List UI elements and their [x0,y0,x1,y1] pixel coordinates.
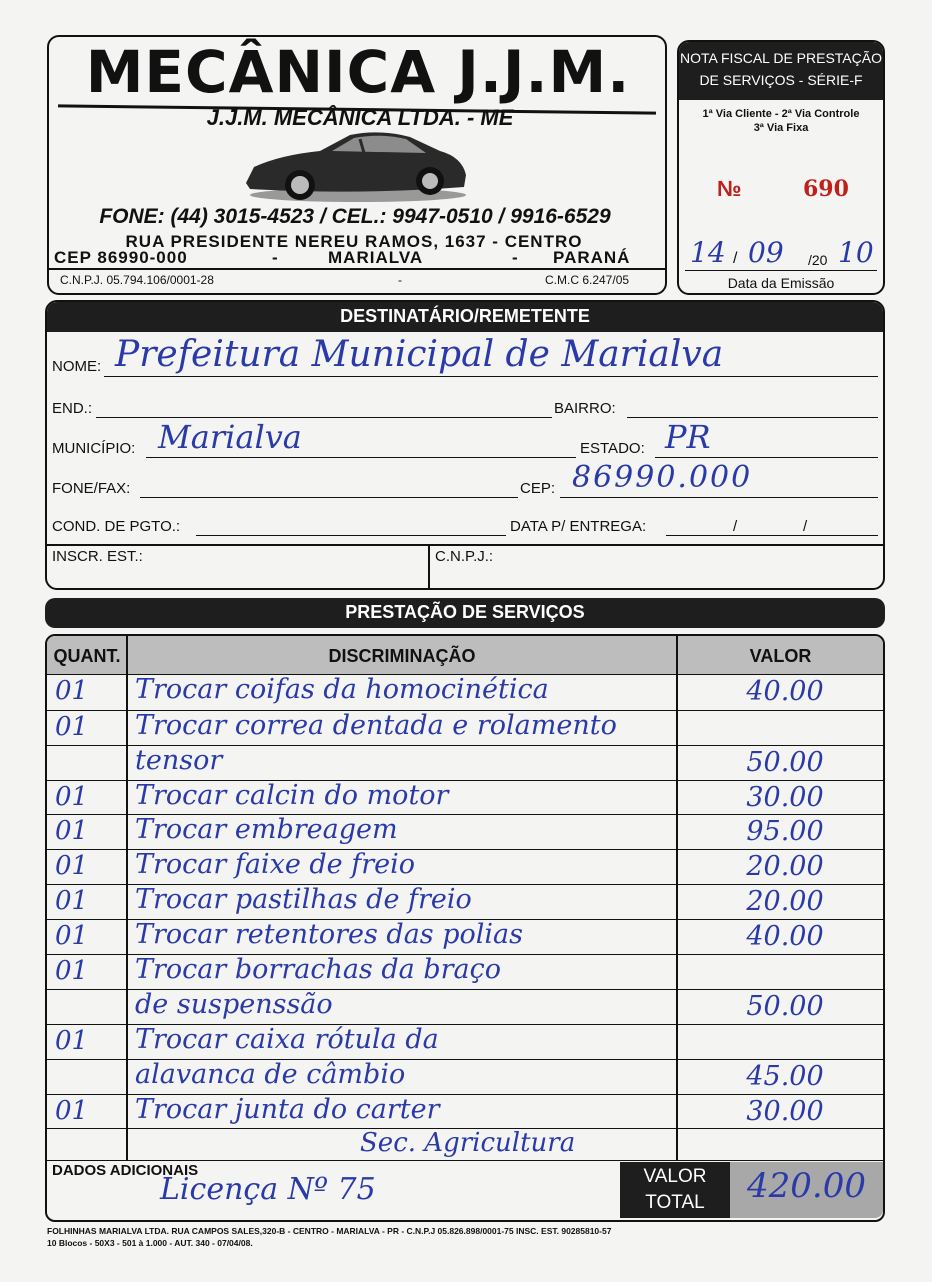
name-label: NOME: [52,358,102,375]
date-label: Data da Emissão [727,275,835,291]
invoice-number: 690 [803,176,849,202]
item-desc: Trocar correa dentada e rolamento [135,710,617,741]
item-desc: Trocar embreagem [135,814,398,845]
city-field[interactable]: Marialva [158,418,302,456]
company-phone: FONE: (44) 3015-4523 / CEL.: 9947-0510 / 9916-6529 [99,205,611,228]
item-qty: 01 [55,851,89,881]
services-note: Sec. Agricultura [360,1128,576,1158]
item-value: 20.00 [746,851,824,882]
cep-label: CEP: [520,480,556,497]
separator: - [512,248,518,267]
invoice-title-line1: NOTA FISCAL DE PRESTAÇÃO [679,50,882,66]
item-desc: Trocar coifas da homocinética [135,674,549,705]
col-divider-value [676,636,678,1160]
total-value: 420.00 [747,1166,866,1206]
company-cnpj: C.N.P.J. 05.794.106/0001-28 [60,273,214,287]
state-reg-label[interactable]: INSCR. EST.: [52,548,143,565]
item-value: 50.00 [746,991,824,1022]
date-sep: / [733,250,738,267]
item-value: 20.00 [746,886,824,917]
date-month: 09 [748,236,784,269]
name-field[interactable]: Prefeitura Municipal de Marialva [115,334,724,375]
item-qty: 01 [55,956,89,986]
col-desc-header: DISCRIMINAÇÃO [328,646,476,666]
company-name: MECÂNICA J.J.M. [85,38,631,106]
delivery-sep: / [733,518,738,535]
additional-label: DADOS ADICIONAIS [52,1162,199,1179]
company-cmc: C.M.C 6.247/05 [545,273,630,287]
company-city: MARIALVA [328,248,424,267]
address-label: END.: [52,400,93,417]
company-cep: CEP 86990-000 [54,248,188,267]
item-desc: tensor [135,745,223,776]
item-qty: 01 [55,1096,89,1126]
date-day: 14 [690,236,726,269]
car-illustration [240,125,470,205]
company-address: RUA PRESIDENTE NEREU RAMOS, 1637 - CENTRO [125,232,583,251]
item-desc: alavanca de câmbio [135,1059,406,1090]
district-label: BAIRRO: [554,400,616,417]
invoice-copies-line1: 1ª Via Cliente - 2ª Via Controle [702,108,860,120]
delivery-line[interactable] [666,535,878,536]
item-value: 95.00 [746,816,824,847]
state-line [655,457,878,458]
invoice-title-line2: DE SERVIÇOS - SÉRIE-F [699,72,863,88]
item-desc: Trocar borrachas da braço [135,954,502,985]
address-divider [47,268,667,270]
payment-label: COND. DE PGTO.: [52,518,181,535]
company-state: PARANÁ [553,248,631,267]
phone-label: FONE/FAX: [52,480,131,497]
item-qty: 01 [55,782,89,812]
item-qty: 01 [55,712,89,742]
reg-divider-top [47,544,883,546]
state-field[interactable]: PR [665,418,711,456]
item-value: 40.00 [746,676,824,707]
delivery-sep: / [803,518,808,535]
item-qty: 01 [55,886,89,916]
delivery-label: DATA P/ ENTREGA: [510,518,647,535]
col-divider-qty [126,636,128,1160]
services-header-text: PRESTAÇÃO DE SERVIÇOS [345,602,585,622]
separator: - [272,248,278,267]
phone-line[interactable] [140,497,518,498]
item-desc: Trocar caixa rótula da [135,1024,439,1055]
company-legal-name: J.J.M. MECÂNICA LTDA. - ME [206,105,514,130]
printer-line2: 10 Blocos - 50X3 - 501 à 1.000 - AUT. 340 - 07/04/08. [47,1238,253,1248]
item-value: 45.00 [746,1061,824,1092]
col-value-header: VALOR [749,646,812,666]
invoice-number-label: № [717,176,742,201]
item-qty: 01 [55,676,89,706]
item-desc: Trocar retentores das polias [135,919,523,950]
name-line [104,376,878,377]
item-desc: de suspenssão [135,989,333,1020]
date-year-suffix: 10 [838,236,874,269]
item-qty: 01 [55,921,89,951]
item-qty: 01 [55,1026,89,1056]
item-value: 40.00 [746,921,824,952]
item-desc: Trocar junta do carter [135,1094,440,1125]
item-value: 50.00 [746,747,824,778]
state-label: ESTADO: [580,440,645,457]
payment-line[interactable] [196,535,506,536]
reg-divider-mid [428,544,430,588]
item-desc: Trocar calcin do motor [135,780,449,811]
city-line [146,457,576,458]
item-value: 30.00 [746,1096,824,1127]
cep-field[interactable]: 86990.000 [572,460,753,495]
cnpj-label[interactable]: C.N.P.J.: [435,548,494,565]
item-qty: 01 [55,816,89,846]
table-row-line [47,1160,884,1161]
total-label-1: VALOR [643,1166,707,1187]
item-desc: Trocar pastilhas de freio [135,884,472,915]
item-desc: Trocar faixe de freio [135,849,416,880]
cep-line [560,497,878,498]
city-label: MUNICÍPIO: [52,440,136,457]
recipient-header-text: DESTINATÁRIO/REMETENTE [340,306,590,326]
invoice-copies-line2: 3ª Via Fixa [753,122,809,134]
date-year-prefix: /20 [808,252,828,268]
total-label-2: TOTAL [645,1192,705,1213]
date-line [685,270,877,271]
printer-line1: FOLHINHAS MARIALVA LTDA. RUA CAMPOS SALES,320-B - CENTRO - MARIALVA - PR - C.N.P.J 05.826.898/0001-75 INSC. EST. 90285810-57 [47,1226,612,1236]
item-value: 30.00 [746,782,824,813]
additional-value: Licença Nº 75 [160,1172,376,1207]
separator: - [398,273,402,287]
col-qty-header: QUANT. [53,646,121,666]
